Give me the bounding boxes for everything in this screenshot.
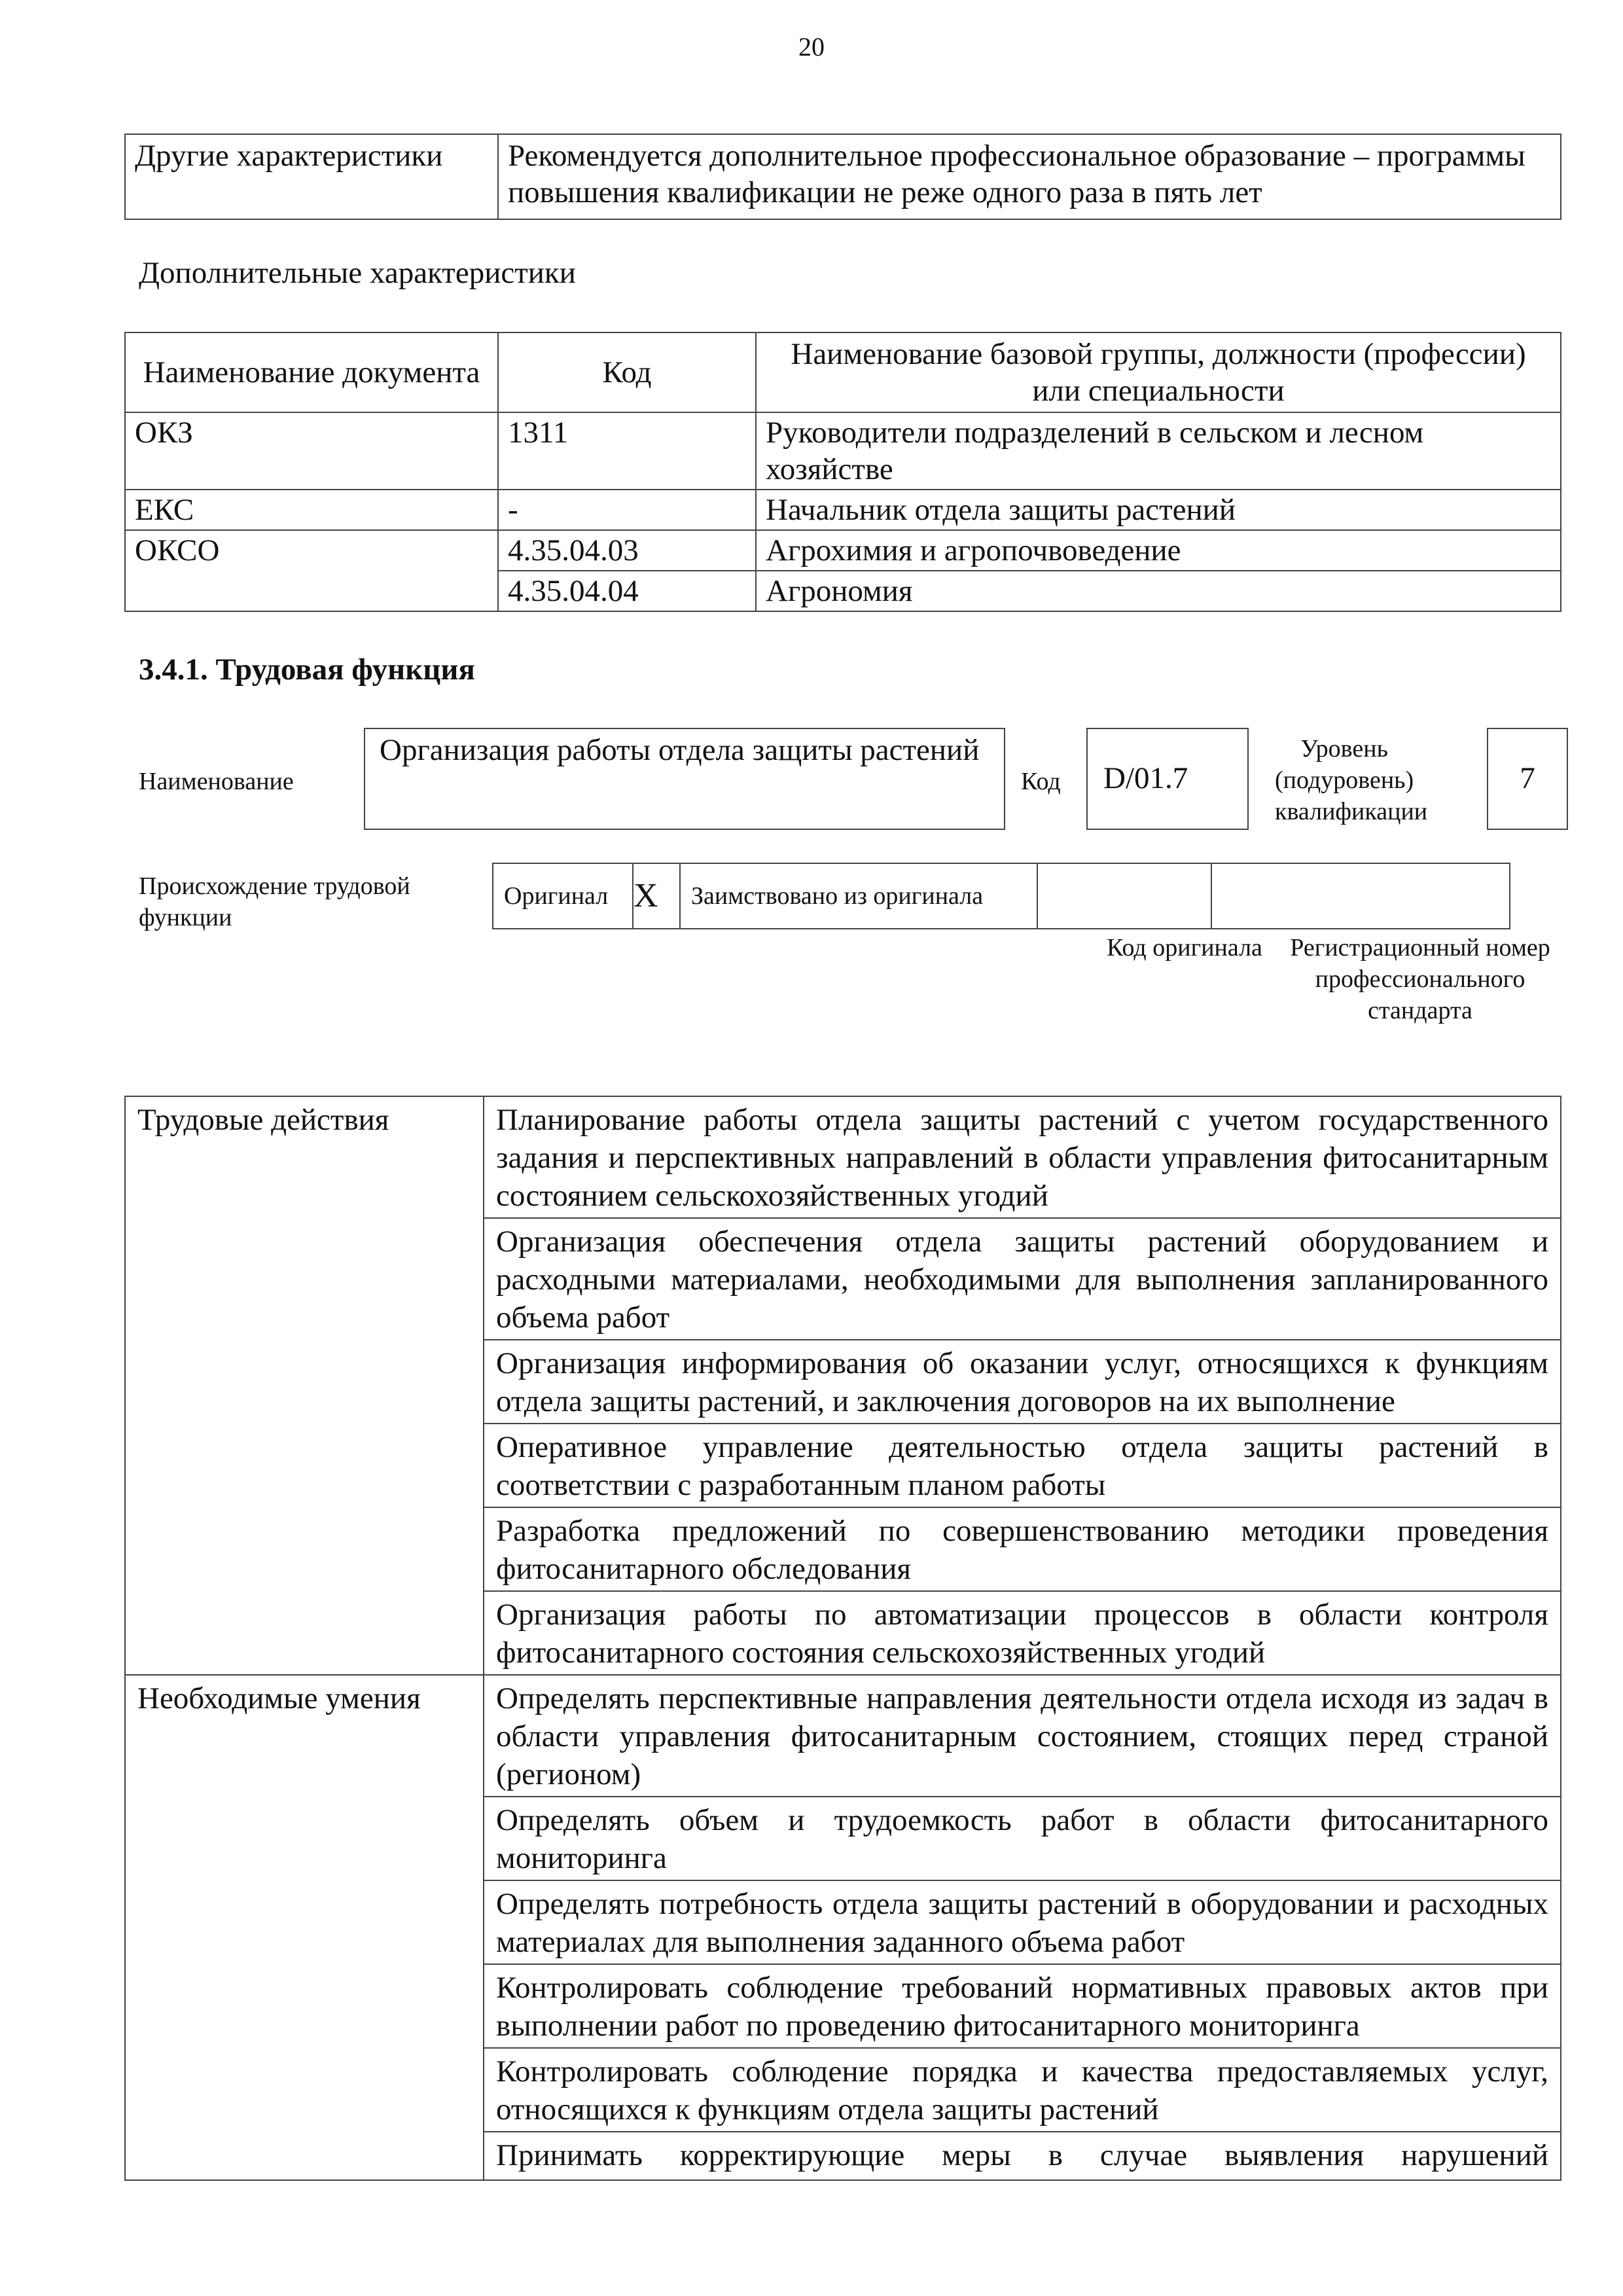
borrowed-label: Заимствовано из оригинала	[680, 863, 1037, 929]
function-origin-label: Происхождение трудовой функции	[139, 872, 410, 931]
skill-item: Определять потребность отдела защиты растений в оборудовании и расходных материалах для выполнения заданного объема работ	[484, 1880, 1561, 1964]
header-code: Код	[498, 332, 756, 412]
original-mark: X	[633, 863, 680, 929]
function-name-label: Наименование	[139, 768, 294, 795]
table-row	[125, 530, 1561, 571]
original-label: Оригинал	[493, 863, 633, 929]
registration-number-caption: Регистрационный номер профессионального стандарта	[1290, 934, 1550, 1024]
table-row	[125, 412, 1561, 490]
page-number: 20	[798, 32, 825, 62]
skill-item: Принимать корректирующие меры в случае выявления нарушений	[484, 2132, 1561, 2180]
row-doc: ОКСО	[125, 530, 498, 611]
labor-function-title: 3.4.1. Трудовая функция	[139, 653, 475, 687]
additional-characteristics-title: Дополнительные характеристики	[139, 256, 576, 290]
skill-item: Определять перспективные направления деятельности отдела исходя из задач в области управления фитосанитарным состоянием, стоящих перед страной (регионом)	[484, 1675, 1561, 1797]
table-row	[125, 490, 1561, 530]
qualification-level-value: 7	[1487, 728, 1568, 830]
row-name: Агрономия	[756, 571, 1561, 611]
row-doc: ОКЗ	[125, 412, 498, 490]
additional-characteristics-table	[124, 332, 1561, 612]
qualification-level-label: Уровень (подуровень) квалификации	[1275, 735, 1428, 825]
registration-number-cell	[1211, 863, 1510, 929]
other-characteristics-table	[124, 134, 1561, 220]
row-code: -	[498, 490, 756, 530]
row-code: 1311	[498, 412, 756, 490]
labor-action-item: Разработка предложений по совершенствованию методики проведения фитосанитарного обследования	[484, 1507, 1561, 1591]
table-row	[125, 1675, 1561, 1797]
function-code-value: D/01.7	[1086, 728, 1249, 830]
skills-label: Необходимые умения	[125, 1675, 484, 2180]
table-row	[125, 1096, 1561, 1218]
labor-action-item: Оперативное управление деятельностью отдела защиты растений в соответствии с разработанным планом работы	[484, 1424, 1561, 1507]
other-characteristics-label: Другие характеристики	[125, 134, 498, 219]
other-characteristics-value: Рекомендуется дополнительное профессиональное образование – программы повышения квалификации не реже одного раза в пять лет	[498, 134, 1561, 219]
header-document: Наименование документа	[125, 332, 498, 412]
row-doc: ЕКС	[125, 490, 498, 530]
skill-item: Контролировать соблюдение требований нормативных правовых актов при выполнении работ по проведению фитосанитарного мониторинга	[484, 1964, 1561, 2048]
row-name: Руководители подразделений в сельском и лесном хозяйстве	[756, 412, 1561, 490]
labor-action-item: Планирование работы отдела защиты растений с учетом государственного задания и перспективных направлений в области управления фитосанитарным состоянием сельскохозяйственных угодий	[484, 1096, 1561, 1218]
row-name: Начальник отдела защиты растений	[756, 490, 1561, 530]
labor-action-item: Организация обеспечения отдела защиты растений оборудованием и расходными материалами, необходимыми для выполнения запланированного объема работ	[484, 1218, 1561, 1340]
function-details-table	[124, 1096, 1561, 2181]
skill-item: Определять объем и трудоемкость работ в области фитосанитарного мониторинга	[484, 1797, 1561, 1880]
header-group-name: Наименование базовой группы, должности (профессии) или специальности	[756, 332, 1561, 412]
function-code-label: Код	[1021, 768, 1061, 795]
row-code: 4.35.04.03	[498, 530, 756, 571]
original-code-caption: Код оригинала	[1107, 934, 1262, 961]
row-name: Агрохимия и агропочвоведение	[756, 530, 1561, 571]
origin-table	[492, 863, 1510, 929]
labor-action-item: Организация информирования об оказании услуг, относящихся к функциям отдела защиты растений, и заключения договоров на их выполнение	[484, 1340, 1561, 1424]
labor-actions-label: Трудовые действия	[125, 1096, 484, 1675]
skill-item: Контролировать соблюдение порядка и качества предоставляемых услуг, относящихся к функциям отдела защиты растений	[484, 2048, 1561, 2132]
row-code: 4.35.04.04	[498, 571, 756, 611]
labor-action-item: Организация работы по автоматизации процессов в области контроля фитосанитарного состояния сельскохозяйственных угодий	[484, 1591, 1561, 1675]
function-name-value: Организация работы отдела защиты растений	[364, 728, 1005, 830]
original-code-cell	[1037, 863, 1211, 929]
